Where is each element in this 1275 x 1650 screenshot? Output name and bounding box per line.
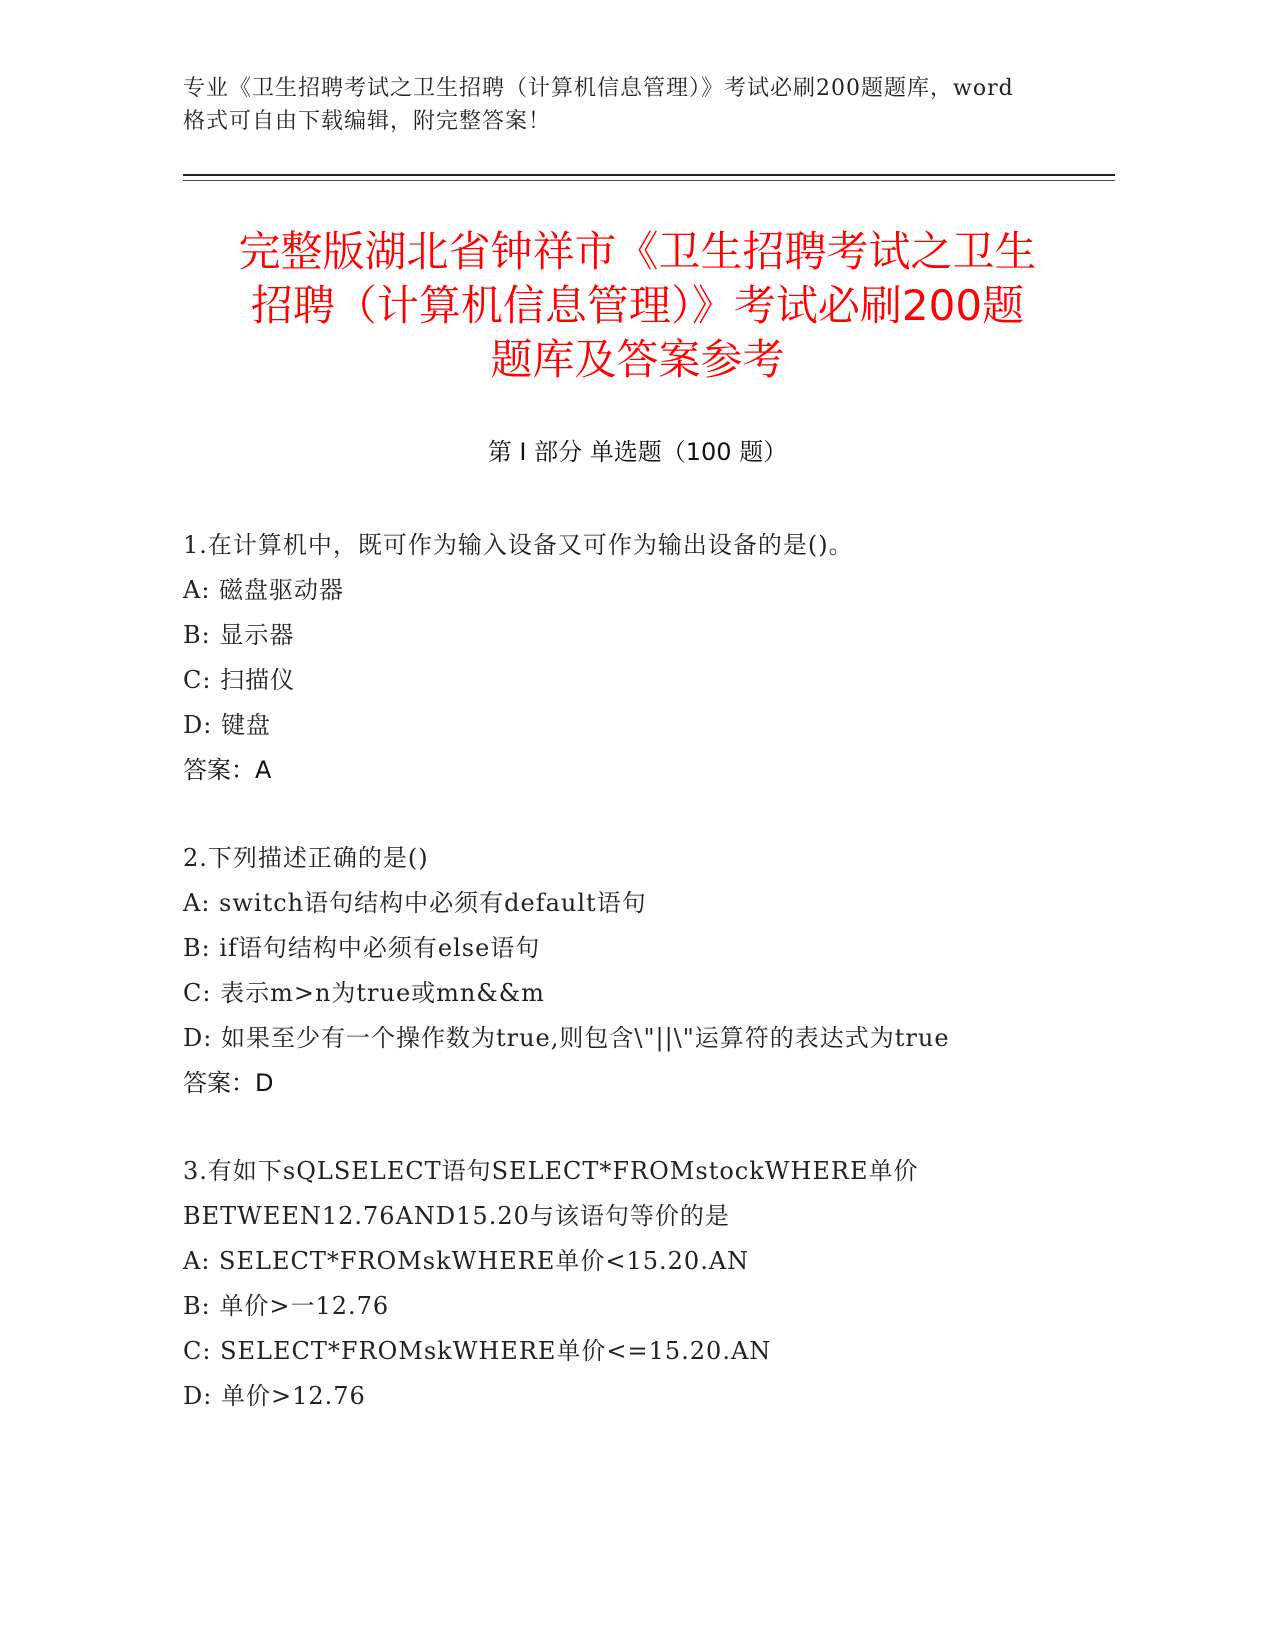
option-b: B: 单价>一12.76 [183,1292,390,1320]
option-c: C: SELECT*FROMskWHERE单价<=15.20.AN [183,1337,772,1365]
option-a: A: 磁盘驱动器 [183,576,345,604]
option-a: A: SELECT*FROMskWHERE单价<15.20.AN [183,1247,750,1275]
option-d: D: 单价>12.76 [183,1382,366,1410]
question-2 [183,836,1083,1106]
header-divider-thick [183,174,1115,176]
option-c: C: 扫描仪 [183,666,296,694]
option-d: D: 键盘 [183,711,271,739]
document-title [150,225,1125,387]
question-stem-line-2: BETWEEN12.76AND15.20与该语句等价的是 [183,1202,730,1230]
header-divider-thin [183,180,1115,181]
title-line-3: 题库及答案参考 [490,335,785,384]
header-line-2: 格式可自由下载编辑，附完整答案！ [183,109,552,134]
question-stem-line-1: 3.有如下sQLSELECT语句SELECT*FROMstockWHERE单价 [183,1157,919,1185]
question-list [183,523,1083,1462]
section-heading: 第 I 部分 单选题（100 题） [487,438,788,466]
answer: 答案：D [183,1069,274,1097]
question-stem: 2.下列描述正确的是() [183,844,429,872]
title-line-2: 招聘（计算机信息管理）》考试必刷200题 [250,281,1025,330]
option-a: A: switch语句结构中必须有default语句 [183,889,647,917]
option-c: C: 表示m>n为true或mn&&m [183,979,545,1007]
document-header [183,72,1083,138]
option-b: B: 显示器 [183,621,295,649]
answer: 答案：A [183,756,272,784]
question-3 [183,1149,1083,1419]
option-d: D: 如果至少有一个操作数为true,则包含\"||\"运算符的表达式为true [183,1024,950,1052]
header-line-1: 专业《卫生招聘考试之卫生招聘（计算机信息管理）》考试必刷200题题库，word [183,76,1014,101]
option-b: B: if语句结构中必须有else语句 [183,934,541,962]
question-1 [183,523,1083,793]
title-line-1: 完整版湖北省钟祥市《卫生招聘考试之卫生 [238,227,1037,276]
question-stem: 1.在计算机中，既可作为输入设备又可作为输出设备的是()。 [183,531,854,559]
